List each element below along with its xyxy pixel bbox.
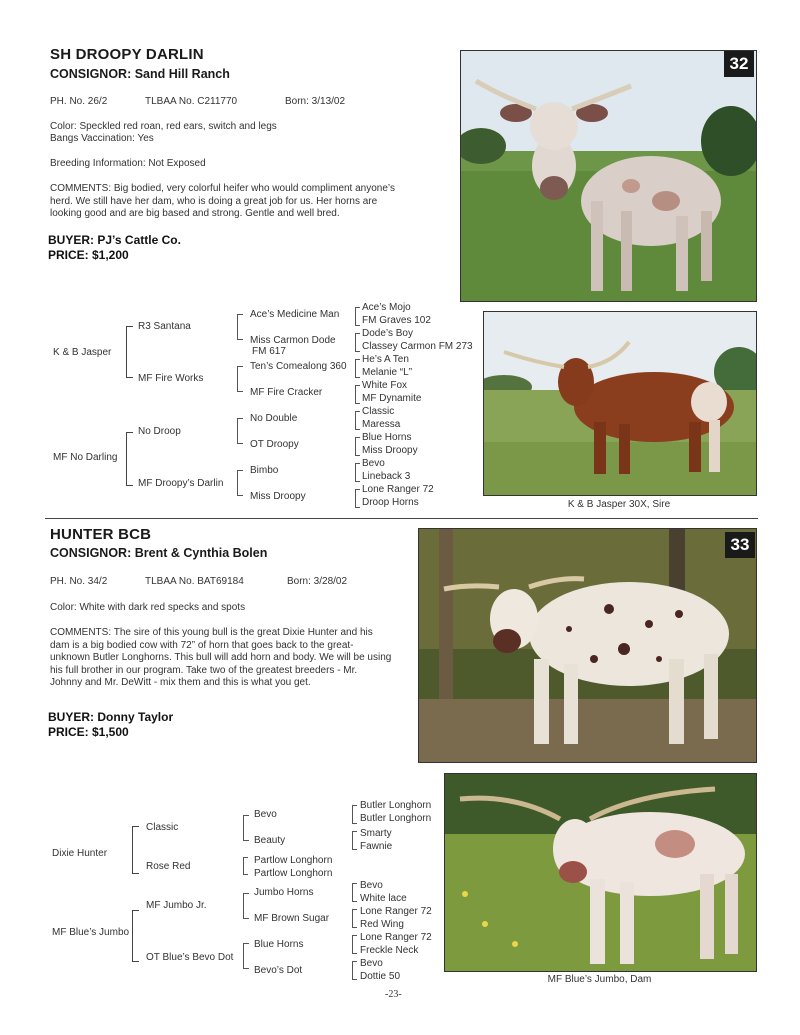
ped33-g4-0: Butler Longhorn bbox=[360, 800, 432, 811]
ped33-bracket-g3c bbox=[243, 893, 249, 919]
ped32-g4-1: FM Graves 102 bbox=[362, 315, 431, 326]
ped32-bracket-g4-7 bbox=[355, 489, 360, 508]
ped32-g3-2: FM 617 bbox=[252, 346, 286, 357]
ped32-g4-11: Miss Droopy bbox=[362, 445, 418, 456]
ped32-g3-5: No Double bbox=[250, 413, 298, 424]
ped33-g3-1: Beauty bbox=[254, 835, 286, 846]
ped32-g3-7: Bimbo bbox=[250, 465, 279, 476]
ped32-g4-13: Lineback 3 bbox=[362, 471, 411, 482]
ped32-g4-2: Dode’s Boy bbox=[362, 328, 413, 339]
ped33-g4-3: Fawnie bbox=[360, 841, 393, 852]
lot-32-photo bbox=[460, 50, 757, 302]
ped33-g1-1: MF Blue’s Jumbo bbox=[52, 927, 130, 938]
lot-33-color: Color: White with dark red specks and spots bbox=[50, 602, 246, 613]
ped32-bracket-g4-1 bbox=[355, 333, 360, 352]
ped32-bracket-g4-5 bbox=[355, 437, 360, 456]
ped32-bracket-g3c bbox=[237, 418, 243, 444]
ped33-g3-7: Bevo’s Dot bbox=[254, 965, 303, 976]
section-divider bbox=[45, 518, 758, 519]
ped33-bracket-g4-2 bbox=[352, 883, 357, 902]
ped33-g4-2: Smarty bbox=[360, 828, 392, 839]
ped33-bracket-g3d bbox=[243, 943, 249, 969]
ped32-g2-3: MF Droopy’s Darlin bbox=[138, 478, 224, 489]
ped33-g4-10: Bevo bbox=[360, 958, 383, 969]
ped32-g3-1: Miss Carmon Dode bbox=[250, 335, 336, 346]
page-number: -23- bbox=[385, 989, 402, 1000]
dam-cow-illustration bbox=[445, 774, 756, 971]
ped33-g4-9: Freckle Neck bbox=[360, 945, 419, 956]
lot-32-sire-caption: K & B Jasper 30X, Sire bbox=[567, 499, 671, 510]
lot-32-consignor: CONSIGNOR: Sand Hill Ranch bbox=[50, 67, 230, 81]
ped33-g3-4: Jumbo Horns bbox=[254, 887, 314, 898]
ped33-g3-3: Partlow Longhorn bbox=[254, 868, 333, 879]
ped33-g2-1: Rose Red bbox=[146, 861, 191, 872]
ped32-bracket-g4-4 bbox=[355, 411, 360, 430]
ped32-bracket-g3b bbox=[237, 366, 243, 392]
ped32-g4-0: Ace’s Mojo bbox=[362, 302, 411, 313]
lot-33-price: PRICE: $1,500 bbox=[48, 725, 129, 739]
lot-32-comments: COMMENTS: Big bodied, very colorful heifer who would compliment anyone’s herd. We still have her dam, who is doing a great job for us. Her horns are looking good and are big based and strong. Gentle and well bred. bbox=[50, 183, 395, 219]
ped32-g3-8: Miss Droopy bbox=[250, 491, 306, 502]
lot-32-bangs: Bangs Vaccination: Yes bbox=[50, 133, 154, 144]
ped33-g4-4: Bevo bbox=[360, 880, 383, 891]
ped32-g4-9: Maressa bbox=[362, 419, 401, 430]
ped33-bracket-g4-3 bbox=[352, 909, 357, 928]
ped33-g2-0: Classic bbox=[146, 822, 179, 833]
ped33-bracket-g2b bbox=[132, 910, 139, 962]
lot-33-dam-photo bbox=[444, 773, 757, 972]
ped32-g2-2: No Droop bbox=[138, 426, 181, 437]
ped33-bracket-g4-0 bbox=[352, 805, 357, 824]
ped32-bracket-g4-0 bbox=[355, 307, 360, 326]
ped33-g4-5: White lace bbox=[360, 893, 407, 904]
lot-32-tlbaa-number: TLBAA No. C211770 bbox=[145, 96, 238, 107]
ped33-g1-0: Dixie Hunter bbox=[52, 848, 108, 859]
lot-33-born: Born: 3/28/02 bbox=[287, 576, 348, 587]
ped32-bracket-g3d bbox=[237, 470, 243, 496]
lot-33-ph-number: PH. No. 34/2 bbox=[50, 576, 108, 587]
ped32-g2-0: R3 Santana bbox=[138, 321, 191, 332]
ped33-bracket-g4-1 bbox=[352, 831, 357, 850]
ped32-g1-1: MF No Darling bbox=[53, 452, 118, 463]
lot-32-born: Born: 3/13/02 bbox=[285, 96, 346, 107]
lot-33-buyer: BUYER: Donny Taylor bbox=[48, 710, 174, 724]
lot-33-photo bbox=[418, 528, 757, 763]
ped33-bracket-g4-5 bbox=[352, 961, 357, 980]
ped32-bracket-g4-2 bbox=[355, 359, 360, 378]
ped33-g2-3: OT Blue’s Bevo Dot bbox=[146, 952, 234, 963]
lot-33-tlbaa-number: TLBAA No. BAT69184 bbox=[145, 576, 244, 587]
ped33-g4-6: Lone Ranger 72 bbox=[360, 906, 432, 917]
ped33-g4-8: Lone Ranger 72 bbox=[360, 932, 432, 943]
lot-33-comments: COMMENTS: The sire of this young bull is the great Dixie Hunter and his dam is a big bodied cow with 72” of horn that goes back to the great- unknown Butler Longhorns. This bull will add horn and body. We will be using his full brother in our program. Take two of the greatest breeders - Mr. Johnny and Mr. DeWitt - mix them and this is what you get. bbox=[50, 627, 392, 688]
ped32-g4-15: Droop Horns bbox=[362, 497, 419, 508]
ped32-g4-4: He’s A Ten bbox=[362, 354, 409, 365]
lot-32-ph-number: PH. No. 26/2 bbox=[50, 96, 108, 107]
ped33-bracket-g3b bbox=[243, 857, 248, 875]
bull-photo-illustration bbox=[419, 529, 756, 762]
lot-32-title: SH DROOPY DARLIN bbox=[50, 46, 204, 63]
ped32-g3-0: Ace’s Medicine Man bbox=[250, 309, 340, 320]
ped32-bracket-g2b bbox=[126, 432, 133, 486]
ped32-g4-14: Lone Ranger 72 bbox=[362, 484, 434, 495]
ped32-g4-10: Blue Horns bbox=[362, 432, 412, 443]
ped32-g4-6: White Fox bbox=[362, 380, 408, 391]
lot-32-sire-photo bbox=[483, 311, 757, 496]
ped32-g4-12: Bevo bbox=[362, 458, 385, 469]
ped32-g4-8: Classic bbox=[362, 406, 395, 417]
lot-32-price: PRICE: $1,200 bbox=[48, 248, 129, 262]
lot-33-title: HUNTER BCB bbox=[50, 526, 152, 543]
lot-32-breeding: Breeding Information: Not Exposed bbox=[50, 158, 206, 169]
lot-32-buyer: BUYER: PJ’s Cattle Co. bbox=[48, 233, 181, 247]
ped32-bracket-g3a bbox=[237, 314, 243, 340]
ped33-g3-2: Partlow Longhorn bbox=[254, 855, 333, 866]
ped33-bracket-g2a bbox=[132, 826, 139, 874]
ped32-g4-7: MF Dynamite bbox=[362, 393, 422, 404]
lot-33-dam-caption: MF Blue’s Jumbo, Dam bbox=[547, 974, 652, 985]
ped32-g4-5: Melanie “L” bbox=[362, 367, 413, 378]
ped32-g3-6: OT Droopy bbox=[250, 439, 299, 450]
ped32-g1-0: K & B Jasper bbox=[53, 347, 112, 358]
ped32-bracket-g4-3 bbox=[355, 385, 360, 404]
lot-33-consignor: CONSIGNOR: Brent & Cynthia Bolen bbox=[50, 546, 268, 560]
ped33-g4-11: Dottie 50 bbox=[360, 971, 401, 982]
ped33-g4-7: Red Wing bbox=[360, 919, 404, 930]
ped32-g2-1: MF Fire Works bbox=[138, 373, 204, 384]
ped33-g2-2: MF Jumbo Jr. bbox=[146, 900, 207, 911]
ped32-bracket-g2a bbox=[126, 326, 133, 378]
lot-32-color: Color: Speckled red roan, red ears, switch and legs bbox=[50, 121, 277, 132]
ped33-bracket-g4-4 bbox=[352, 935, 357, 954]
lot-32-number-badge: 32 bbox=[724, 51, 754, 77]
ped33-g4-1: Butler Longhorn bbox=[360, 813, 432, 824]
ped33-bracket-g3a bbox=[243, 815, 249, 841]
ped32-g3-3: Ten’s Comealong 360 bbox=[250, 361, 347, 372]
ped32-g3-4: MF Fire Cracker bbox=[250, 387, 323, 398]
ped33-g3-0: Bevo bbox=[254, 809, 277, 820]
ped33-g3-6: Blue Horns bbox=[254, 939, 304, 950]
lot-33-number-badge: 33 bbox=[725, 532, 755, 558]
ped33-g3-5: MF Brown Sugar bbox=[254, 913, 330, 924]
heifer-photo-illustration bbox=[461, 51, 756, 301]
sire-bull-illustration bbox=[484, 312, 756, 495]
ped32-bracket-g4-6 bbox=[355, 463, 360, 482]
ped32-g4-3: Classey Carmon FM 273 bbox=[362, 341, 473, 352]
